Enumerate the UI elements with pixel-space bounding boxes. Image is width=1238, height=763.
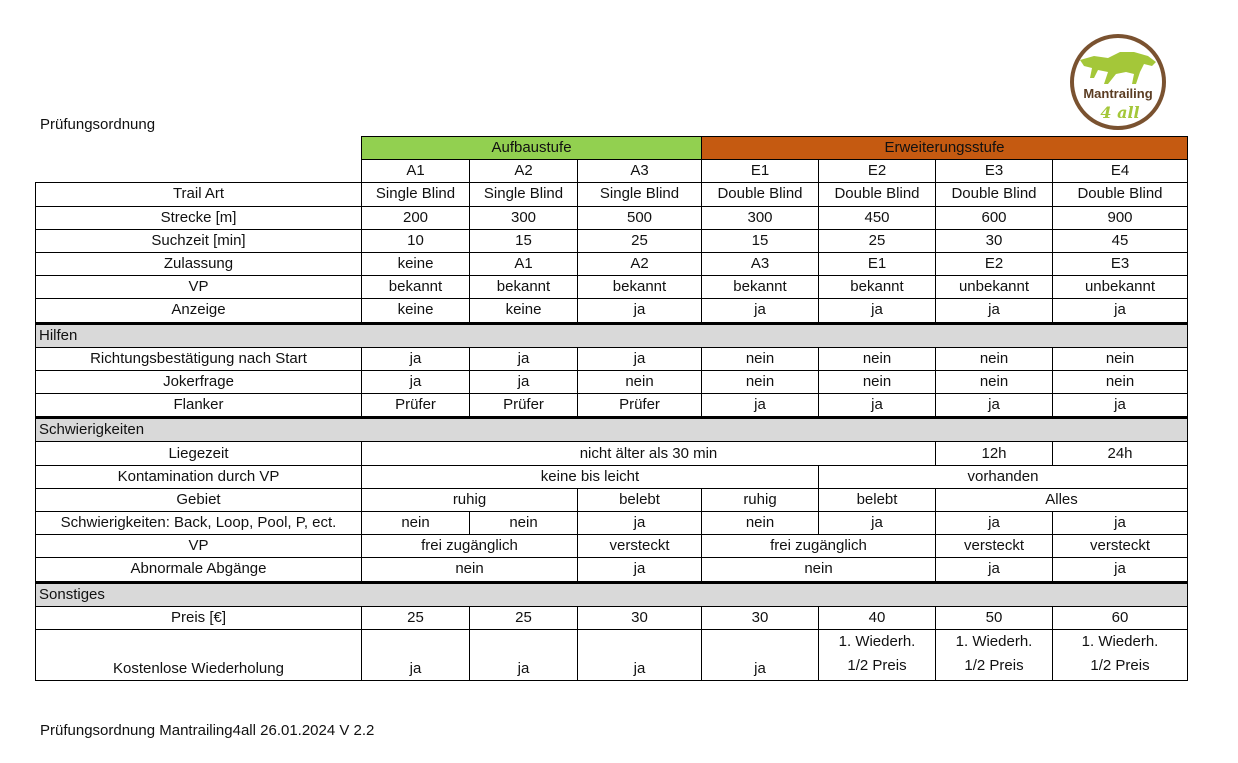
table-cell: 60 [1053,606,1188,629]
merged-cell: nein [702,558,936,582]
table-cell: 15 [470,229,578,252]
table-cell: ja [936,512,1053,535]
table-cell: E1 [819,252,936,275]
table-cell: 600 [936,206,1053,229]
table-row [36,347,1188,370]
table-cell: ja [936,558,1053,582]
table-cell: 500 [578,206,702,229]
table-row [36,299,1188,323]
table-cell: 24h [1053,442,1188,465]
table-cell [936,629,1053,680]
table-row [36,535,1188,558]
table-cell: ja [470,370,578,393]
table-cell: A3 [702,252,819,275]
table-cell: keine [470,299,578,323]
row-label: Liegezeit [36,442,362,465]
section-row [36,418,1188,442]
document-footer: Prüfungsordnung Mantrailing4all 26.01.2024 V 2.2 [40,722,375,739]
table-row [36,183,1188,206]
row-label: Kontamination durch VP [36,465,362,488]
table-cell: A2 [578,252,702,275]
table-row [36,488,1188,511]
merged-cell: ruhig [362,488,578,511]
table-cell: keine [362,299,470,323]
table-cell: bekannt [578,276,702,299]
table-row [36,229,1188,252]
level-header: E2 [819,160,936,183]
table-row [36,394,1188,418]
table-cell: ja [578,512,702,535]
table-cell: ruhig [702,488,819,511]
table-cell: ja [819,299,936,323]
row-label: Jokerfrage [36,370,362,393]
table-cell: Double Blind [936,183,1053,206]
table-cell: 25 [819,229,936,252]
table-cell: Prüfer [578,394,702,418]
table-cell: 900 [1053,206,1188,229]
section-hilfen: Hilfen [36,323,1188,347]
table-cell: Prüfer [470,394,578,418]
table-cell: Prüfer [362,394,470,418]
table-cell: ja [702,629,819,680]
table-cell: 25 [362,606,470,629]
svg-text:4 all: 4 all [1100,103,1140,122]
table-cell: ja [362,347,470,370]
table-cell: ja [702,299,819,323]
level-header: A1 [362,160,470,183]
table-cell: ja [936,394,1053,418]
table-cell: 50 [936,606,1053,629]
merged-cell: Alles [936,488,1188,511]
section-row [36,582,1188,606]
table-cell: ja [819,394,936,418]
table-cell: ja [1053,558,1188,582]
row-label: Gebiet [36,488,362,511]
section-schwierigkeiten: Schwierigkeiten [36,418,1188,442]
table-cell: bekannt [470,276,578,299]
row-label: Kostenlose Wiederholung [36,629,362,680]
table-row [36,558,1188,582]
table-row [36,465,1188,488]
merged-cell: keine bis leicht [362,465,819,488]
table-cell: ja [819,512,936,535]
table-row [36,606,1188,629]
merged-cell: nicht älter als 30 min [362,442,936,465]
table-cell: 300 [702,206,819,229]
row-label: Anzeige [36,299,362,323]
table-cell: Double Blind [819,183,936,206]
table-cell: Single Blind [578,183,702,206]
table-cell: ja [936,299,1053,323]
table-cell: ja [702,394,819,418]
table-cell: 45 [1053,229,1188,252]
table-cell: versteckt [578,535,702,558]
table-cell: 450 [819,206,936,229]
table-cell: nein [470,512,578,535]
table-cell: Single Blind [470,183,578,206]
mantrailing-logo [1064,32,1172,132]
table-cell: E2 [936,252,1053,275]
table-cell: nein [1053,370,1188,393]
table-row [36,629,1188,680]
row-label: Zulassung [36,252,362,275]
merged-cell: frei zugänglich [702,535,936,558]
table-row [36,442,1188,465]
row-label: Trail Art [36,183,362,206]
table-cell: ja [362,370,470,393]
repeat-line-2: 1/2 Preis [964,656,1024,674]
table-cell: ja [362,629,470,680]
table-cell: nein [1053,347,1188,370]
row-label: Schwierigkeiten: Back, Loop, Pool, P, ect. [36,512,362,535]
level-header-row [36,160,1188,183]
group-aufbaustufe: Aufbaustufe [362,137,702,160]
row-label: Strecke [m] [36,206,362,229]
row-label: VP [36,276,362,299]
table-cell: unbekannt [936,276,1053,299]
row-label: Suchzeit [min] [36,229,362,252]
table-cell: ja [578,347,702,370]
row-label: Richtungsbestätigung nach Start [36,347,362,370]
table-cell: belebt [819,488,936,511]
table-cell: Double Blind [1053,183,1188,206]
table-cell: ja [470,629,578,680]
level-header: A3 [578,160,702,183]
table-cell: nein [819,370,936,393]
group-header-row [36,137,1188,160]
row-label: VP [36,535,362,558]
table-cell: nein [362,512,470,535]
table-cell: keine [362,252,470,275]
table-cell: nein [936,370,1053,393]
table-cell [1053,629,1188,680]
table-cell: Double Blind [702,183,819,206]
table-cell: nein [702,512,819,535]
table-cell: Single Blind [362,183,470,206]
table-cell: versteckt [936,535,1053,558]
merged-cell: nein [362,558,578,582]
table-cell: unbekannt [1053,276,1188,299]
table-cell: nein [819,347,936,370]
level-header: E3 [936,160,1053,183]
level-header: A2 [470,160,578,183]
table-cell: 30 [702,606,819,629]
repeat-line-2: 1/2 Preis [1090,656,1150,674]
table-cell: belebt [578,488,702,511]
table-cell: 12h [936,442,1053,465]
table-cell: bekannt [702,276,819,299]
repeat-line-1: 1. Wiederh. [1081,632,1159,650]
table-cell: bekannt [819,276,936,299]
level-header: E4 [1053,160,1188,183]
table-cell: bekannt [362,276,470,299]
table-row [36,370,1188,393]
level-header: E1 [702,160,819,183]
table-cell: 10 [362,229,470,252]
table-cell: 200 [362,206,470,229]
table-cell: ja [1053,299,1188,323]
table-cell: 40 [819,606,936,629]
table-cell: nein [702,347,819,370]
table-cell [819,629,936,680]
table-cell: E3 [1053,252,1188,275]
svg-text:Mantrailing: Mantrailing [1083,86,1153,101]
document-title: Prüfungsordnung [40,116,156,133]
repeat-line-2: 1/2 Preis [847,656,907,674]
table-row [36,512,1188,535]
table-row [36,206,1188,229]
merged-cell: vorhanden [819,465,1188,488]
table-cell: versteckt [1053,535,1188,558]
table-cell: 25 [578,229,702,252]
merged-cell: frei zugänglich [362,535,578,558]
table-row [36,276,1188,299]
table-cell: ja [1053,394,1188,418]
table-cell: 30 [578,606,702,629]
table-cell: 25 [470,606,578,629]
row-label: Preis [€] [36,606,362,629]
table-cell: 300 [470,206,578,229]
table-cell: nein [936,347,1053,370]
table-cell: nein [702,370,819,393]
table-cell: ja [578,629,702,680]
table-cell: ja [578,299,702,323]
section-sonstiges: Sonstiges [36,582,1188,606]
table-cell: 15 [702,229,819,252]
row-label: Flanker [36,394,362,418]
repeat-line-1: 1. Wiederh. [838,632,916,650]
section-row [36,323,1188,347]
exam-table [35,136,1188,681]
table-cell: ja [470,347,578,370]
table-row [36,252,1188,275]
group-erweiterungsstufe: Erweiterungsstufe [702,137,1188,160]
table-cell: nein [578,370,702,393]
table-cell: A1 [470,252,578,275]
row-label: Abnormale Abgänge [36,558,362,582]
repeat-line-1: 1. Wiederh. [955,632,1033,650]
table-cell: ja [578,558,702,582]
table-cell: 30 [936,229,1053,252]
table-cell: ja [1053,512,1188,535]
